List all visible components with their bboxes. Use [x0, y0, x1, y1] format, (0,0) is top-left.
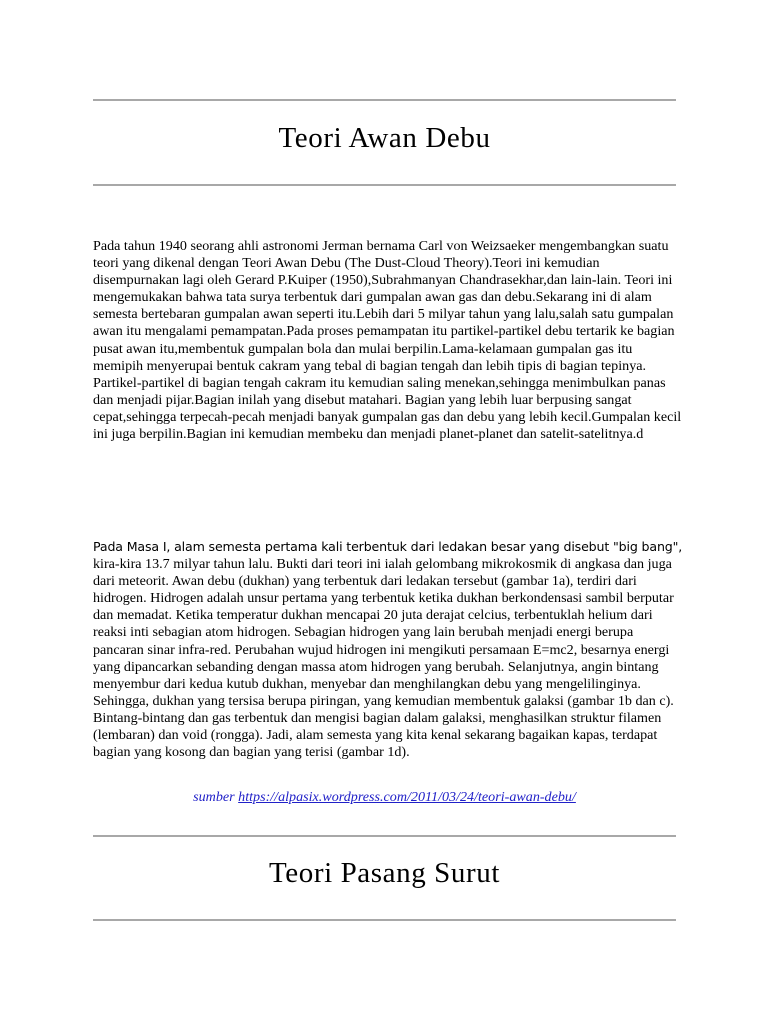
section-title-pasang-surut: Teori Pasang Surut: [268, 857, 501, 889]
section-title-awan-debu: Teori Awan Debu: [278, 122, 491, 154]
source-citation: [93, 789, 676, 806]
bottom-divider-upper: [93, 835, 676, 837]
source-link[interactable]: https://alpasix.wordpress.com/2011/03/24/teori-awan-debu/: [238, 789, 576, 805]
bottom-divider-lower: [93, 919, 676, 921]
body-paragraph-awan-debu: Pada tahun 1940 seorang ahli astronomi Jerman bernama Carl von Weizsaeker mengembangkan suatu teori yang dikenal dengan Teori Awan Debu (The Dust-Cloud Theory).Teori ini kemudian disempurnakan lagi oleh Gerard P.Kuiper (1950),Subrahmanyan Chandrasekhar,dan lain-lain. Teori ini mengemukakan bahwa tata surya terbentuk dari gumpalan awan gas dan debu.Sekarang ini di alam semesta bertebaran gumpalan awan seperti itu.Lebih dari 5 milyar tahun yang lalu,salah satu gumpalan awan itu mengalami pemampatan.Pada proses pemampatan itu partikel-partikel debu tertarik ke bagian pusat awan itu,membentuk gumpalan bola dan mulai berpilin.Lama-kelamaan gumpalan gas itu memipih menyerupai bentuk cakram yang tebal di bagian tengah dan lebih tipis di bagian tepinya. Partikel-partikel di bagian tengah cakram itu kemudian saling menekan,sehingga menimbulkan panas dan menjadi pijar.Bagian inilah yang disebut matahari. Bagian yang lebih luar berpusing sangat cepat,sehingga terpecah-pecah menjadi banyak gumpalan gas dan debu yang lebih kecil.Gumpalan kecil ini juga berpilin.Bagian ini kemudian membeku dan menjadi planet-planet dan satelit-satelitnya.d: [93, 238, 682, 443]
top-divider-upper: [93, 99, 676, 101]
paragraph-lead-text: Pada Masa I, alam semesta pertama kali terbentuk dari ledakan besar yang disebut "big bang",: [93, 539, 683, 554]
body-paragraph-masa-1: [93, 538, 683, 761]
source-prefix: sumber: [193, 789, 235, 805]
top-divider-lower: [93, 184, 676, 186]
paragraph-body-text: kira-kira 13.7 milyar tahun lalu. Bukti dari teori ini ialah gelombang mikrokosmik di angkasa dan juga dari meteorit. Awan debu (dukhan) yang terbentuk dari ledakan tersebut (gambar 1a), terdiri dari hidrogen. Hidrogen adalah unsur pertama yang terbentuk ketika dukhan berkondensasi sambil berputar dan memadat. Ketika temperatur dukhan mencapai 20 juta derajat celcius, terbentuklah helium dari reaksi inti sebagian atom hidrogen. Sebagian hidrogen yang lain berubah menjadi energi berupa pancaran sinar infra-red. Perubahan wujud hidrogen ini mengikuti persamaan E=mc2, besarnya energi yang dipancarkan sebanding dengan massa atom hidrogen yang berubah. Selanjutnya, angin bintang menyembur dari kedua kutub dukhan, menyebar dan menghilangkan debu yang mengelilinginya. Sehingga, dukhan yang tersisa berupa piringan, yang kemudian membentuk galaksi (gambar 1b dan c). Bintang-bintang dan gas terbentuk dan mengisi bagian dalam galaksi, menghasilkan struktur filamen (lembaran) dan void (rongga). Jadi, alam semesta yang kita kenal sekarang bagaikan kapas, terdapat bagian yang kosong dan bagian yang terisi (gambar 1d).: [93, 556, 674, 761]
